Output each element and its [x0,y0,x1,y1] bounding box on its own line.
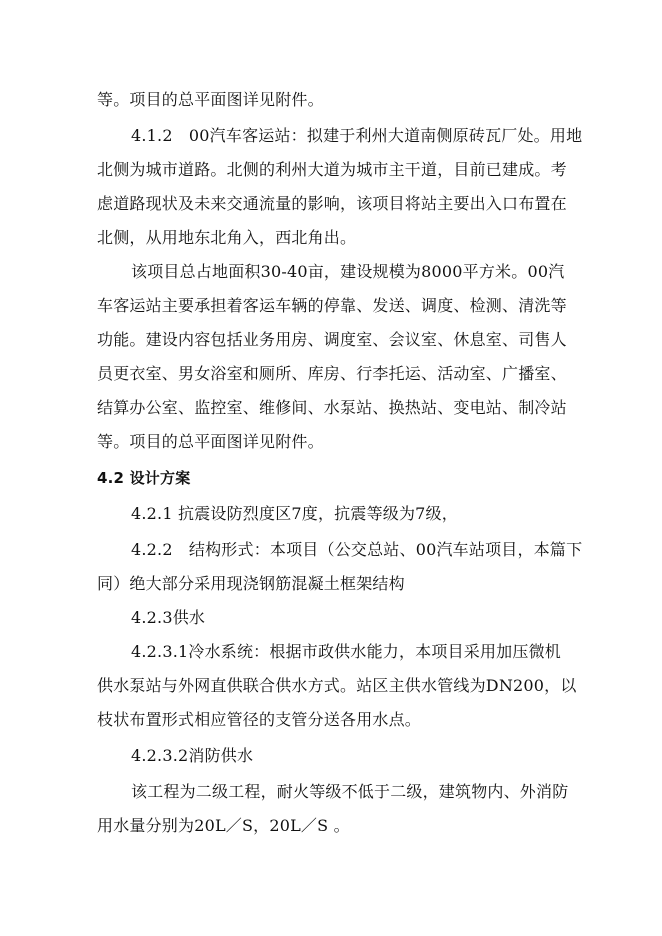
text-line: 4.2.1 抗震设防烈度区7度，抗震等级为7级， [131,504,458,523]
text-line: 结算办公室、监控室、维修间、水泵站、换热站、变电站、制冷站 [97,398,567,417]
text-line: 该工程为二级工程，耐火等级不低于二级，建筑物内、外消防 [131,782,569,801]
subsection-heading: 4.2.3供水 [131,608,206,627]
text-line: 员更衣室、男女浴室和厕所、库房、行李托运、活动室、广播室、 [97,364,567,383]
section-heading: 4.2 设计方案 [97,469,191,487]
text-line: 4.2.3.1冷水系统：根据市政供水能力，本项目采用加压微机 [131,642,561,661]
text-line: 功能。建设内容包括业务用房、调度室、会议室、休息室、司售人 [97,330,567,349]
text-line: 车客运站主要承担着客运车辆的停靠、发送、调度、检测、清洗等 [97,296,567,315]
subsection-heading: 4.2.3.2消防供水 [131,746,254,765]
text-line: 同）绝大部分采用现浇钢筋混凝土框架结构 [97,574,405,593]
text-line: 供水泵站与外网直供联合供水方式。站区主供水管线为DN200，以 [97,676,577,695]
text-line: 4.1.2 00汽车客运站：拟建于利州大道南侧原砖瓦厂处。用地 [131,126,583,145]
text-line: 北侧，从用地东北角入，西北角出。 [97,228,357,247]
text-line: 该项目总占地面积30-40亩，建设规模为8000平方米。00汽 [131,262,565,281]
text-line: 等。项目的总平面图详见附件。 [97,90,324,109]
text-line: 等。项目的总平面图详见附件。 [97,432,324,451]
text-line: 用水量分别为20L／S，20L／S 。 [97,816,350,835]
text-line: 虑道路现状及未来交通流量的影响，该项目将站主要出入口布置在 [97,194,567,213]
text-line: 枝状布置形式相应管径的支管分送各用水点。 [97,710,422,729]
text-line: 北侧为城市道路。北侧的利州大道为城市主干道，目前已建成。考 [97,160,567,179]
text-line: 4.2.2 结构形式：本项目（公交总站、00汽车站项目，本篇下 [131,540,583,559]
